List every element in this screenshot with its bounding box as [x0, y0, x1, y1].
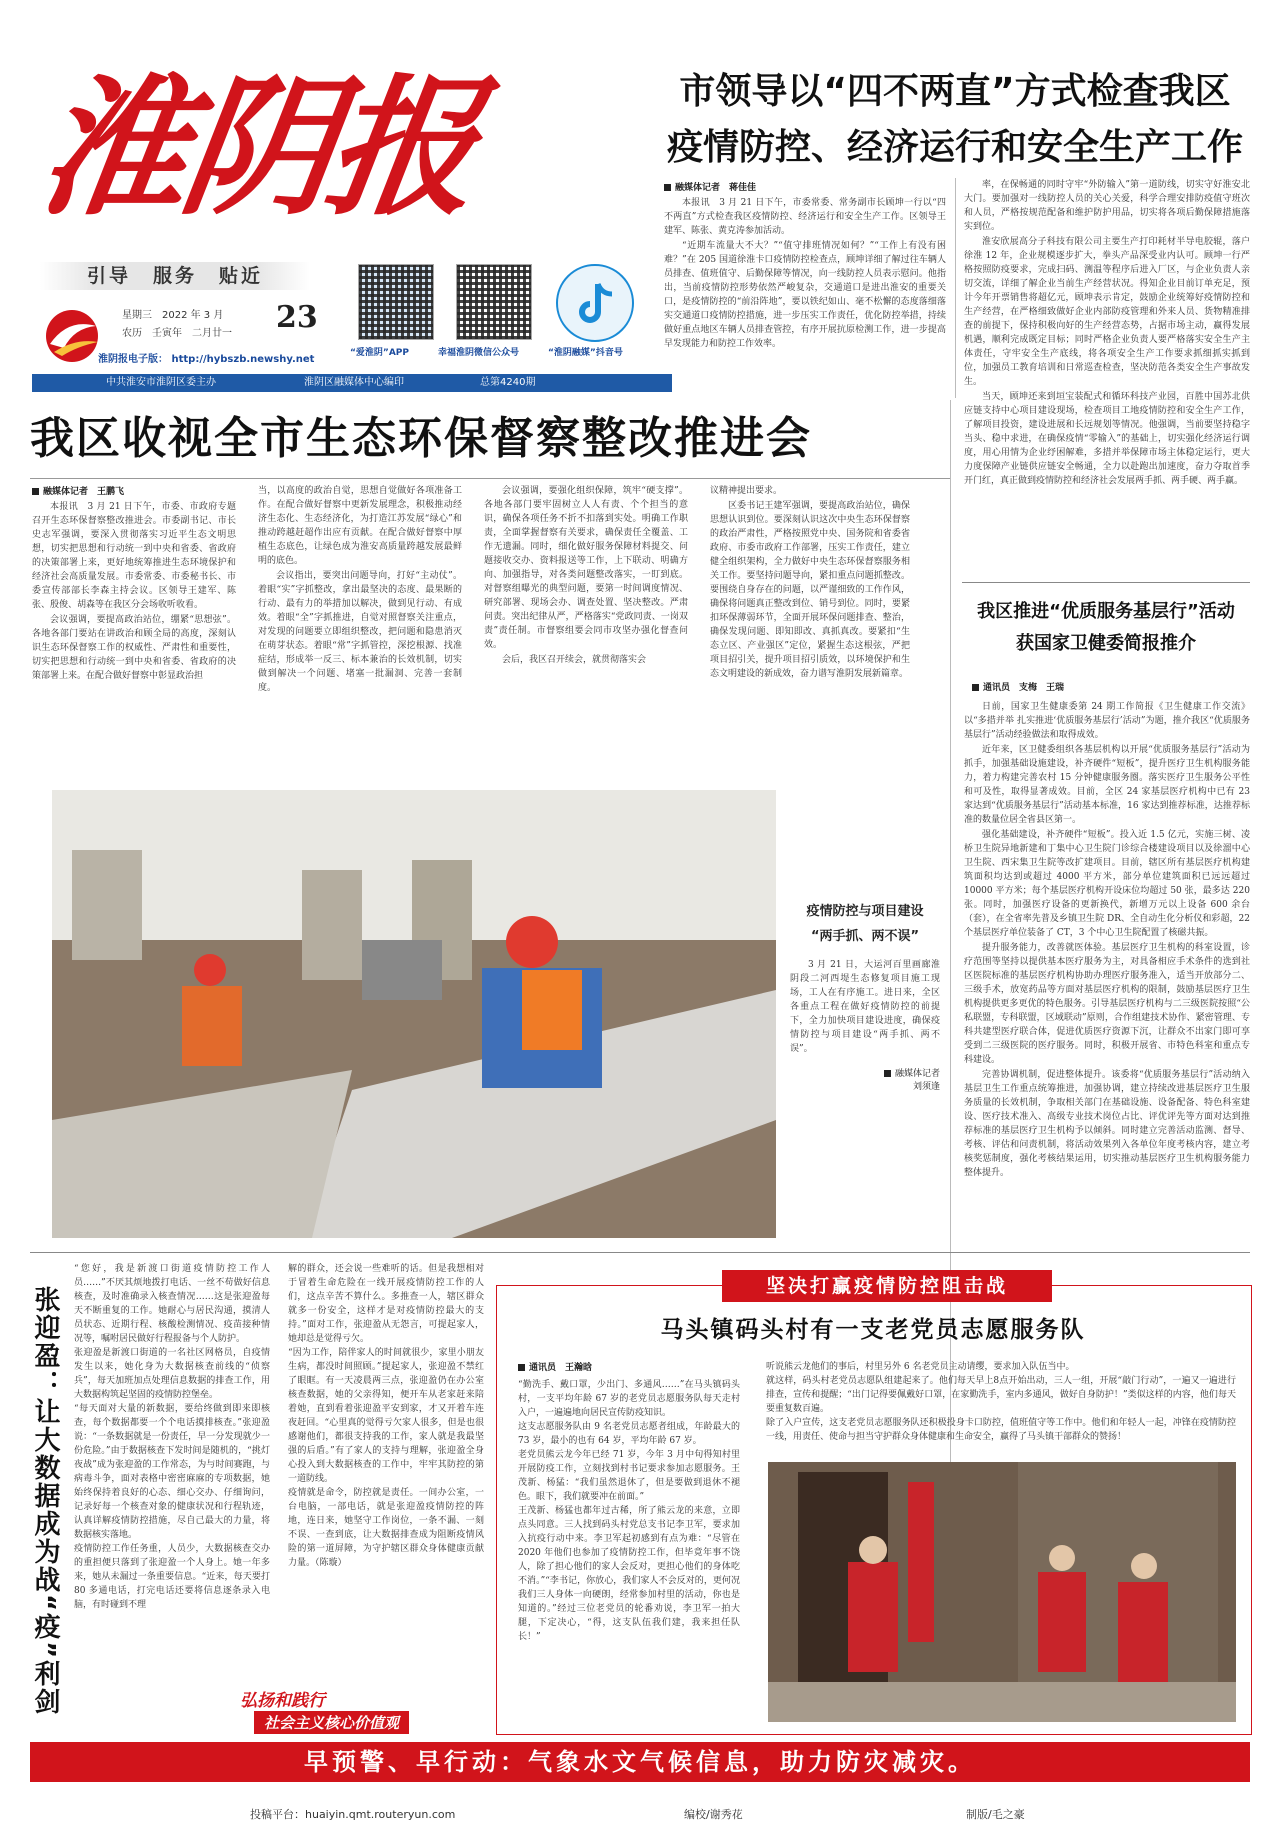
photo-caption-body: 3 月 21 日，大运河百里画廊淮阴段二河西堤生态修复项目施工现场，工人在有序施工。进日来，全区各重点工程在做好疫情防控的前提下，全力加快项目建设进度，确保疫情防控与项目建设“两手抓、两不误”。: [790, 960, 940, 1054]
right-byline: 通讯员 支梅 王瑞: [972, 680, 1064, 693]
lead-col2: [964, 178, 1250, 558]
construction-scene: [52, 790, 776, 1238]
masthead-banner: [32, 374, 672, 392]
right-p3: 强化基础建设，补齐硬件“短板”。投入近 1.5 亿元，实施三树、凌桥卫生院异地新建和丁集中心卫生院门诊综合楼建设项目以及徐溜中心卫生院、西宋集卫生院等改扩建项目。目前，辖区所有基层医疗机构建筑面积均达到或超过 4000 平方米，部分单位建筑面积已远远超过 10000 平方米；每个基层医疗机构开设床位均超过 50 张，最多达 220 张。同时，加强医疗设备的更新换代，新增万元以上设备 600 余台（套），在全省率先普及乡镇卫生院 DR、全自动生化分析仪和彩超，22 个基层医疗单位装备了 CT，3 个中心卫生院配置了核磁共振。: [964, 830, 1250, 938]
photo-caption: [790, 900, 940, 1092]
banner-host: 中共淮安市淮阴区委主办: [106, 377, 216, 388]
main-col2-p2: 会议指出，要突出问题导向，打好“主动仗”。着眼“实”字抓整改，拿出最坚决的态度、最果断的行动、最有力的举措加以解决，做到见行动、有成效。着眼“全”字抓推进，自觉对照督察关注重点，对发现的问题要立即组织整改，把问题和隐患消灭在萌芽状态。着眼“常”字抓管控，深挖根源、找准症结，形成举一反三、标本兼治的长效机制，切实做到解决一个问题、堵塞一批漏洞、完善一套制度。: [258, 571, 462, 693]
volunteer-scene: [768, 1462, 1236, 1722]
right-p2: 近年来，区卫健委组织各基层机构以开展“优质服务基层行”活动为抓手，加强基础设施建设，补齐硬件“短板”，提升医疗卫生机构服务能力，着力构建完善农村 15 分钟健康服务圈。落实医疗卫生服务公平性和可及性，取得显著成效。目前，全区 24 家基层医疗机构中已有 23 家达到“优质服务基层行”活动基本标准，16 家达到推荐标准，达推荐标准的数量位居全省县区第一。: [964, 745, 1250, 825]
left-vertical-title: 张迎盈：让大数据成为战“疫”利剑: [30, 1286, 60, 1717]
photo-caption-sub: “两手抓、两不误”: [810, 929, 920, 944]
right-p5: 完善协调机制，促进整体提升。该委将“优质服务基层行”活动纳入基层卫生工作重点统筹推进，加强协调，建立持续改进基层医疗卫生服务质量的长效机制，争取相关部门在基础设施、设备配备、特色科室建设、医疗技术准入、高级专业技术岗位占比、评优评先等方面对达到推荐标准的基层医疗卫生机构予以倾斜。同时建立完善活动监测、督导、考核、评估和问责机制，将活动效果列入各单位年度考核内容，建立考核奖惩制度，强化考核结果运用，切实推动基层医疗卫生机构服务能力整体提升。: [964, 1070, 1250, 1178]
main-col3-p2: 会后，我区召开续会，就贯彻落实会: [502, 655, 647, 665]
right-headline: [960, 596, 1252, 660]
main-col1-p2: 会议强调，要提高政治站位，绷紧“思想弦”。各地各部门要站在讲政治和顾全局的高度，深刻认识生态环保督察工作的权威性、严肃性和重要性，切实把思想和行动统一到中央和省委、省政府的决策部署上来。在配合做好督察中彰显政治担: [32, 615, 236, 681]
right-p1: 日前，国家卫生健康委第 24 期工作简报《卫生健康工作交流》以“多措并举 扎实推进‘优质服务基层行’活动”为题，推介我区“优质服务基层行”活动经验做法和取得成效。: [964, 702, 1250, 740]
lead-col1-p2: “近期车流量大不大？”“值守排班情况如何？”“工作上有没有困难？”在 205 国道徐淮卡口疫情防控检查点，顾坤详细了解过往车辆人员排查、值班值守、后勤保障等情况，向一线防控人员表示慰问。他指出，当前疫情防控形势依然严峻复杂，交通道口是进出淮安的重要关口，是疫情防控的“前沿阵地”，要以铁纪如山、毫不松懈的态度落细落实交通道口疫情防控措施，进一步压实工作责任，优化防控举措，持续做好重点地区车辆人员排查管控，有序开展抗原检测工作，进一步提高早发现能力和防控工作效率。: [664, 241, 946, 349]
left-col1: “您好，我是新渡口街道疫情防控工作人员……”不厌其烦地拨打电话、一丝不苟做好信息核查，及时准确录入核查情况……这是张迎盈每天不断重复的工作。她耐心与居民沟通，摸清人员状态、近期行程、核酸检测情况、疫苗接种情况等，嘱咐居民做好行程报备与个人防护。 张迎盈是新渡口街道的一名社区网格员，自疫情发生以来，她化身为大数据核查前线的“侦察兵”，每天加班加点处理信息数据的排查工作，用大数据构筑起坚固的疫情防控堡垒。 “每天面对大量的新数据，要给终做到即来即核查，每个数据都要一个个电话摸排核查。”张迎盈说：“一条数据就是一份责任，早一分发现就少一份危险。”由于数据核查下发时间是随机的，“挑灯夜战”成为张迎盈的工作常态，为与时间赛跑，与病毒斗争，面对表格中密密麻麻的专项数据，她始终保持着良好的心态、细心交办、仔细询问，记录好每一个核查对象的健康状况和行程轨迹，认真详解疫情防控措施，尽自己最大的力量，将数据核实落地。 疫情防控工作任务重，人员少，大数据核查交办的重担便只落到了张迎盈一个人身上。她一年多来，她从未漏过一条重要信息。“近来，每天要打 80 多通电话，打完电话还要将信息逐条录入电脑，有时碰到不理: [74, 1264, 270, 1610]
main-headline: 我区收视全市生态环保督察整改推进会: [30, 413, 812, 464]
lead-col2-p2: 淮安欣展高分子科技有限公司主要生产打印耗材半导电胶辊，落户徐淮 12 年，企业规模逐步扩大，拳头产品深受业内认可。顾坤一行严格按照防疫要求，完成扫码、测温等程序后进入厂区，与企业负责人亲切交流，详细了解企业当前生产经营状况。得知企业目前订单充足，预计今年开票销售将超亿元，顾坤表示肯定，鼓励企业统筹好疫情防控和生产经营，在严格细致做好企业内部防疫管理和外来人员、货物精准排查的前提下，保持积极向好的生产经营态势，占据市场主动，赢得发展机遇，顺利完成既定目标；同时严格企业负责人要严格落实安全生产主体责任，守牢安全生产底线，将各项安全生产工作要求抓细抓实抓到位，加强员工教育培训和日常巡查检查，坚决防范各类安全生产事故发生。: [964, 237, 1250, 387]
right-headline-line2: 获国家卫健委简报推介: [1016, 633, 1196, 654]
core-values-line2: 社会主义核心价值观: [254, 1711, 409, 1734]
main-col3-p1: 会议强调，要强化组织保障，筑牢“硬支撑”。各地各部门要牢固树立人人有责、个个担当的意识，确保各项任务不折不扣落到实处。明确工作职责，全面掌握督察有关要求，确保责任全覆盖、工作无遗漏。同时，细化做好服务保障材料提交、问题接收交办、资料报送等工作，上下联动、明确方向、加强指导，对各类问题整改落实，一盯到底。对督察组曝光的典型问题，要第一时间调度情况、研究部署、现场会办、调查处置、坚决整改。严肃问责。突出纪律从严，严格落实“党政同责、一岗双责”责任制。市督察组要会同市攻坚办强化督查问效。: [484, 486, 688, 650]
banner-editor: 淮阴区融媒体中心编印: [304, 377, 404, 388]
lead-col2-p1: 率，在保畅通的同时守牢“外防输入”第一道防线，切实守好淮安北大门。要加强对一线防控人员的关心关爱，科学合理安排防疫值守班次和人员，严格按规范配备和维护防护用品，切实将各项后勤保障措施落实到位。: [964, 180, 1250, 232]
qr-douyin[interactable]: [556, 264, 634, 342]
covid-headline: 马头镇码头村有一支老党员志愿服务队: [660, 1316, 1086, 1343]
banner-issue: 总第4240期: [480, 377, 536, 388]
covid-banner: 坚决打赢疫情防控阻击战: [722, 1270, 1052, 1302]
date-day: 23: [276, 300, 318, 335]
qr-label-wechat: 幸福淮阴微信公众号: [438, 348, 520, 358]
epaper-url[interactable]: http://hybszb.newshy.net: [171, 354, 315, 365]
photo-caption-title: 疫情防控与项目建设: [806, 904, 924, 919]
masthead-emblem: [38, 308, 106, 364]
lead-byline: 融媒体记者 蒋佳佳: [664, 180, 756, 193]
masthead-slogan-bar: [40, 262, 310, 290]
covid-col1: “勤洗手、戴口罩，少出门、多通风……”在马头镇码头村，一支平均年龄 67 岁的老党员志愿服务队每天走村入户，一遍遍地向居民宣传防疫知识。 这支志愿服务队由 9 名老党员志愿者组成，年龄最大的 73 岁，最小的也有 64 岁，平均年龄 67 岁。 老党员熊云龙今年已经 71 岁，今年 3 月中旬得知村里开展防疫工作，立刻找到村书记要求参加志愿服务。王茂新、杨猛：“我们虽然退休了，但是要做到退休不褪色。眼下，我们就要冲在前面。” 王茂新、杨猛也都年过古稀，所了熊云龙的来意，立即点头同意。三人找到码头村党总支书记李卫军，要求加入抗疫行动中来。李卫军起初感到有点为难：“尽管在 2020 年他们也参加了疫情防控工作，但毕竟年事不饶人，除了担心他们的家人会反对，更担心他们的身体吃不消。”“李书记，你放心，我们家人不会反对的，更何况我们三人身体一向硬朗，经常参加村里的活动，你也是知道的。”经过三位老党员的轮番劝说，李卫军一拍大腿，下定决心，“得，这支队伍我们建，我来担任队长！”: [518, 1380, 740, 1642]
photo-credit: 融媒体记者 刘须逢: [790, 1066, 940, 1092]
lead-col1: [664, 196, 946, 392]
main-col1-p1: 本报讯 3 月 21 日下午，市委、市政府专题召开生态环保督察整改推进会。市委副书记、市长史志军强调，要深入贯彻落实习近平生态文明思想，切实把思想和行动统一到中央和省委、省政府的决策部署上来，更好地统筹推进生态环境保护和经济社会高质量发展。市委常委、市委秘书长、市委宣传部部长李森主持会议。区领导王建军、陈张、殷俊、胡森等在我区分会场收听收看。: [32, 502, 236, 610]
qr-label-app: “爱淮阴”APP: [350, 348, 409, 358]
main-byline: 融媒体记者 王鹏飞: [32, 484, 124, 497]
main-col3: [484, 484, 688, 728]
covid-byline: 通讯员 王瀚晗: [518, 1360, 592, 1373]
volunteer-photo: [768, 1462, 1236, 1722]
lead-headline: [660, 64, 1250, 176]
lead-col1-p1: 本报讯 3 月 21 日下午，市委常委、常务副市长顾坤一行以“四不两直”方式检查我区疫情防控、经济运行和安全生产工作。区领导王建军、陈张、黄克涛参加活动。: [664, 198, 946, 236]
epaper-line: [98, 350, 314, 365]
main-col4-p2: 区委书记王建军强调，要提高政治站位，确保思想认识到位。要深刻认识这次中央生态环保督察的政治严肃性，严格按照党中央、国务院和省委省政府、市委市政府工作部署，压实工作责任，建立健全组织架构，全力做好中央生态环保督察服务相关工作。要坚持问题导向，紧扣重点问题抓整改。要围绕自身存在的问题，以严谨细致的工作作风，确保将问题真正整改到位、销号到位。同时，要紧扣环保薄弱环节，全面开展环保问题排查、整治，确保发现问题、即知即改、真抓真改。要紧扣“生态立区、产业强区”定位，紧握生态这根弦，严把项目招引关，提升项目招引质效，以环境保护和生态文明建设的新成效，奋力谱写淮阴发展新篇章。: [710, 501, 910, 679]
qr-wechat[interactable]: [456, 264, 532, 340]
lead-col2-p3: 当天，顾坤还来到垣宝装配式和循环科技产业园，百胜中国苏北供应链支持中心项目建设现场，检查项目工地疫情防控和安全生产工作，了解项目投资，建设进展和长远规划等情况。他强调，当前要坚持稳字当头、稳中求进，在确保疫情“零输入”的基础上，切实强化经济运行调度，用心用情为企业纾困解难，多措并举保障市场主体稳定运行，更大力度保障产业链供应链安全畅通，全力以赴跑出加速度，奋力夺取首季开门红，真正做到疫情防控和经济社会发展两手抓、两手硬、两手赢。: [964, 392, 1250, 486]
qr-label-douyin: “淮阴融媒”抖音号: [548, 348, 623, 358]
main-col4: [710, 484, 910, 728]
masthead-slogan: 引导 服务 贴近: [86, 265, 263, 287]
masthead-logo: [27, 58, 485, 238]
footer-editor: 编校/谢秀花: [684, 1808, 743, 1821]
right-headline-line1: 我区推进“优质服务基层行”活动: [977, 601, 1235, 622]
right-p4: 提升服务能力，改善就医体验。基层医疗卫生机构的科室设置，诊疗范围等坚持以提供基本医疗服务为主，对具备相应手术条件的选到社区医院标准的基层医疗机构协助办理医疗服务准入，适当开放部分二、三级手术，放宽药品等方面对基层医疗机构的限制，鼓励基层医疗卫生机构提供更多更优的特色服务。引导基层医疗机构与二三级医院按照“公私联盟，专科联盟，区域联动”原则，合作组建技术协作、紧密管理、专科共建型医疗联合体，促进优质医疗资源下沉，让群众不出家门即可享受到二三级医院的医疗服务。同时，积极开展省、市特色科室和重点专科建设。: [964, 943, 1250, 1065]
left-col2: 解的群众，还会说一些难听的话。但是我想相对于冒着生命危险在一线开展疫情防控工作的人们，这点辛苦不算什么。多推查一人，辖区群众就多一份安全，这样才是对疫情防控最大的支持。”面对工作，张迎盈从无怨言，可提起家人，她却总是觉得亏欠。 “因为工作，陪伴家人的时间就很少，家里小朋友生病，都没时间照顾。”提起家人，张迎盈不禁红了眼眶。有一天凌晨两三点，张迎盈仍在办公室核查数据，她的父亲得知，便开车从老家赶来陪着她，直到看着张迎盈平安到家，才又开着车连夜赶回。“心里真的觉得亏欠家人很多，但是也很感谢他们，都很支持我的工作，家人就是我最坚强的后盾。”有了家人的支持与理解，张迎盈全身心投入到大数据核查的工作中，牢牢其防控的第一道防线。 疫情就是命令，防控就是责任。一间办公室，一台电脑，一部电话，就是张迎盈疫情防控的阵地，连日来，她坚守工作岗位，一条不漏、一刻不误、一查到底，让大数据排查成为阻断疫情风险的第一道屏障，为守护辖区群众身体健康贡献力量。（陈璇）: [288, 1264, 484, 1568]
masthead-logo-text: 淮阴报: [27, 60, 485, 236]
date-line2: 农历 壬寅年 二月廿一: [122, 328, 232, 339]
construction-photo: [52, 790, 776, 1238]
main-col4-p1: 议精神提出要求。: [710, 486, 783, 496]
lead-headline-line1: 市领导以“四不两直”方式检查我区: [679, 71, 1231, 112]
footer-producer: 制版/毛之豪: [966, 1808, 1025, 1821]
core-values-badge: [230, 1686, 480, 1732]
core-values-line1: 弘扬和践行: [240, 1691, 325, 1711]
footer-slogan: 早预警、早行动：气象水文气候信息，助力防灾减灾。: [30, 1742, 1250, 1782]
epaper-label: 淮阴报电子版：: [98, 354, 168, 365]
main-col2: [258, 484, 462, 728]
douyin-icon: [558, 266, 632, 340]
covid-col2: 听说熊云龙他们的事后，村里另外 6 名老党员主动请缨，要求加入队伍当中。 就这样，码头村老党员志愿队组建起来了。他们每天早上8点开始出动，三人一组，开展“敲门行动”，一遍又一遍进行排查，宣传和提醒；“出门记得要佩戴好口罩，在家勤洗手，室内多通风，做好自身防护！”类似这样的内容，他们每天要重复数百遍。 除了入户宣传，这支老党员志愿服务队还积极投身卡口防控，值班值守等工作中。他们和年轻人一起，冲锋在疫情防控一线，用责任、使命与担当守护群众身体健康和生命安全，赢得了马头镇干部群众的赞扬！: [766, 1362, 1236, 1442]
date-line1: 星期三 2022 年 3 月: [122, 310, 224, 321]
lead-headline-line2: 疫情防控、经济运行和安全生产工作: [666, 127, 1243, 168]
main-col1: [32, 500, 236, 728]
footer-platform: 投稿平台：huaiyin.qmt.routeryun.com: [250, 1808, 456, 1821]
main-col2-p1: 当，以高度的政治自觉，思想自觉做好各项准备工作。在配合做好督察中更新发展理念，积极推动经济生态化、生态经济化，为打造江苏发展“绿心”和推动跨越赶超作出应有贡献。在配合做好督察中厚植生态底色，让绿色成为淮安高质量跨越发展最鲜明的底色。: [258, 486, 462, 566]
qr-app[interactable]: [358, 264, 434, 340]
